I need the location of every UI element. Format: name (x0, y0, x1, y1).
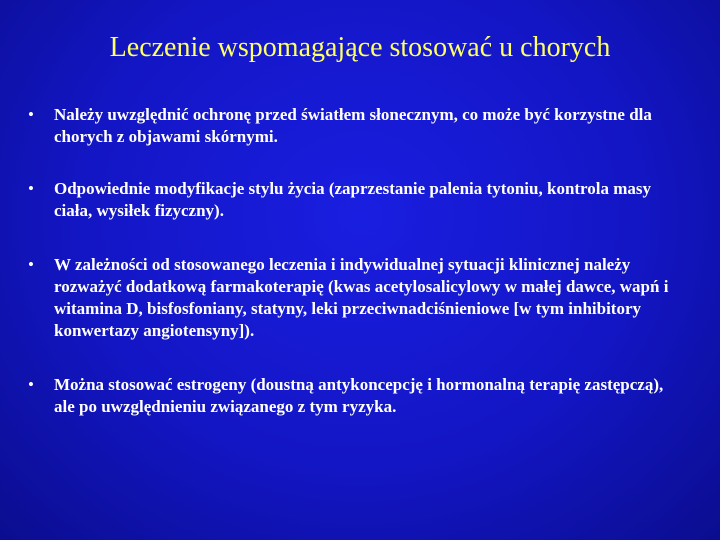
bullet-icon: • (28, 375, 34, 394)
bullet-text: W zależności od stosowanego leczenia i indywidualnej sytuacji klinicznej należy rozważyć dodatkową farmakoterapię (kwas acetylosalicylowy w małej dawce, wapń i witamina D, bisfosfoniany, statyny, leki przeciwnadciśnieniowe [w tym inhibitory konwertazy angiotensyny]). (54, 255, 669, 340)
list-item (24, 374, 684, 418)
bullet-text: Odpowiednie modyfikacje stylu życia (zaprzestanie palenia tytoniu, kontrola masy ciała, wysiłek fizyczny). (54, 179, 652, 220)
bullet-text: Należy uwzględnić ochronę przed światłem słonecznym, co może być korzystne dla chorych z objawami skórnymi. (54, 105, 652, 146)
slide-title: Leczenie wspomagające stosować u chorych (109, 32, 611, 63)
list-item (24, 178, 684, 222)
bullet-icon: • (28, 179, 34, 198)
bullet-icon: • (28, 255, 34, 274)
bullet-list (24, 104, 684, 448)
list-item (24, 254, 684, 342)
bullet-text: Można stosować estrogeny (doustną antykoncepcję i hormonalną terapię zastępczą), ale po uwzględnieniu związanego z tym ryzyka. (54, 375, 664, 416)
bullet-icon: • (28, 105, 34, 124)
list-item (24, 104, 684, 148)
